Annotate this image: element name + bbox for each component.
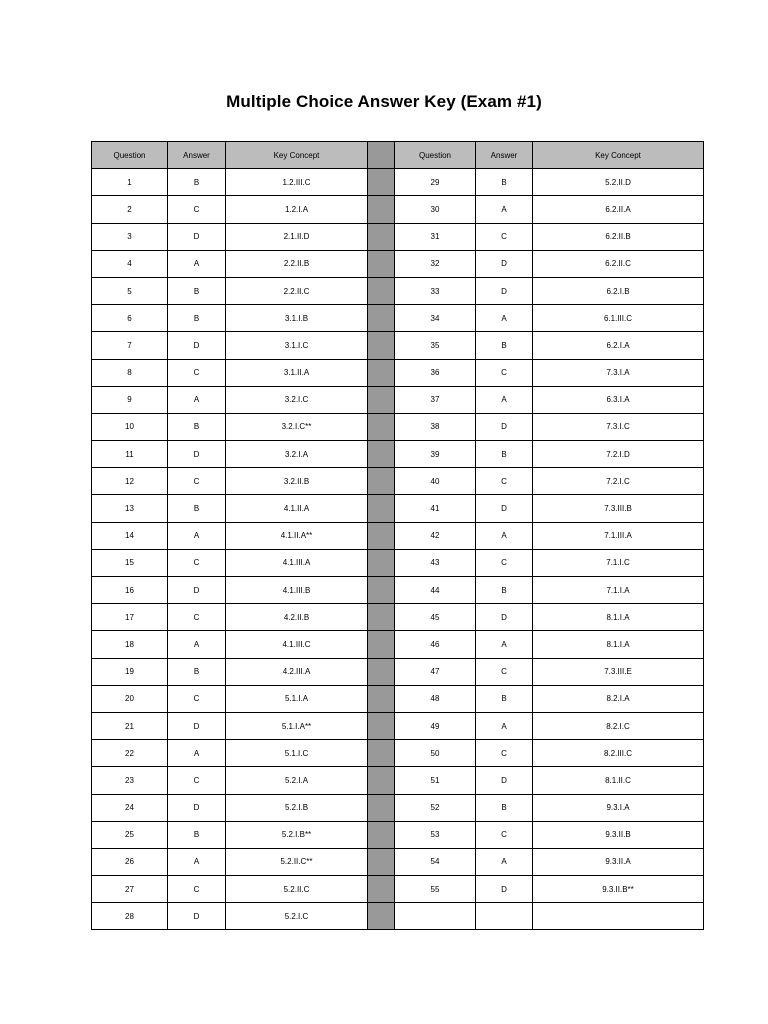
separator-cell [368,468,395,495]
table-row [92,740,704,767]
table-row [92,848,704,875]
table-row [92,631,704,658]
question-cell: 31 [395,223,476,250]
answer-cell: D [168,441,226,468]
question-cell: 20 [92,685,168,712]
key-concept-cell: 8.2.I.C [533,712,704,739]
key-concept-cell: 4.1.II.A** [226,522,368,549]
question-cell: 40 [395,468,476,495]
question-cell: 3 [92,223,168,250]
question-cell: 34 [395,305,476,332]
key-concept-cell: 5.1.I.A** [226,712,368,739]
separator-cell [368,522,395,549]
key-concept-cell: 2.2.II.C [226,277,368,304]
key-concept-cell: 5.2.II.C** [226,848,368,875]
column-separator [368,142,395,169]
table-row [92,277,704,304]
answer-cell: C [168,549,226,576]
answer-cell: D [476,495,533,522]
answer-cell: B [168,413,226,440]
separator-cell [368,305,395,332]
answer-cell: B [476,169,533,196]
table-row [92,821,704,848]
separator-cell [368,549,395,576]
key-concept-cell: 7.3.I.C [533,413,704,440]
table-row [92,196,704,223]
question-cell: 32 [395,250,476,277]
answer-cell: D [476,250,533,277]
answer-cell: B [168,169,226,196]
key-concept-cell: 4.2.III.A [226,658,368,685]
question-cell: 30 [395,196,476,223]
key-concept-cell: 3.2.I.A [226,441,368,468]
separator-cell [368,196,395,223]
answer-cell: D [476,413,533,440]
key-concept-cell: 7.1.I.A [533,577,704,604]
question-cell: 41 [395,495,476,522]
separator-cell [368,495,395,522]
table-row [92,250,704,277]
question-cell: 15 [92,549,168,576]
table-body [92,169,704,930]
header-question-left: Question [92,142,168,169]
question-cell: 12 [92,468,168,495]
question-cell: 37 [395,386,476,413]
table-row [92,386,704,413]
question-cell: 19 [92,658,168,685]
table-row [92,332,704,359]
question-cell: 55 [395,876,476,903]
question-cell: 9 [92,386,168,413]
separator-cell [368,359,395,386]
answer-cell: C [476,468,533,495]
question-cell: 48 [395,685,476,712]
answer-cell: B [476,794,533,821]
answer-cell: D [168,577,226,604]
separator-cell [368,903,395,930]
question-cell: 45 [395,604,476,631]
key-concept-cell: 9.3.II.A [533,848,704,875]
table-row [92,495,704,522]
answer-cell: D [168,903,226,930]
question-cell: 13 [92,495,168,522]
separator-cell [368,794,395,821]
separator-cell [368,277,395,304]
question-cell: 28 [92,903,168,930]
answer-cell: B [168,658,226,685]
question-cell: 24 [92,794,168,821]
table-row [92,712,704,739]
separator-cell [368,767,395,794]
key-concept-cell: 6.3.I.A [533,386,704,413]
separator-cell [368,169,395,196]
answer-cell: A [168,740,226,767]
answer-cell: D [476,277,533,304]
separator-cell [368,821,395,848]
answer-cell: A [168,848,226,875]
key-concept-cell: 8.1.I.A [533,631,704,658]
question-cell [395,903,476,930]
key-concept-cell: 4.1.III.B [226,577,368,604]
question-cell: 39 [395,441,476,468]
question-cell: 6 [92,305,168,332]
question-cell: 46 [395,631,476,658]
key-concept-cell: 1.2.I.A [226,196,368,223]
question-cell: 44 [395,577,476,604]
header-concept-right: Key Concept [533,142,704,169]
key-concept-cell: 4.1.III.A [226,549,368,576]
separator-cell [368,848,395,875]
question-cell: 4 [92,250,168,277]
answer-cell: C [168,604,226,631]
question-cell: 25 [92,821,168,848]
answer-cell: B [476,332,533,359]
answer-cell: B [476,577,533,604]
answer-cell: D [168,332,226,359]
separator-cell [368,386,395,413]
question-cell: 11 [92,441,168,468]
key-concept-cell: 5.2.I.B [226,794,368,821]
question-cell: 14 [92,522,168,549]
key-concept-cell: 7.1.III.A [533,522,704,549]
question-cell: 29 [395,169,476,196]
header-answer-right: Answer [476,142,533,169]
answer-cell: D [168,223,226,250]
separator-cell [368,712,395,739]
answer-cell: B [168,305,226,332]
table-row [92,604,704,631]
table-row [92,522,704,549]
question-cell: 33 [395,277,476,304]
answer-cell: B [476,441,533,468]
question-cell: 26 [92,848,168,875]
table-row [92,685,704,712]
answer-cell: C [168,196,226,223]
key-concept-cell: 6.2.II.B [533,223,704,250]
key-concept-cell: 7.3.I.A [533,359,704,386]
key-concept-cell: 8.1.II.C [533,767,704,794]
separator-cell [368,250,395,277]
key-concept-cell: 7.2.I.D [533,441,704,468]
separator-cell [368,604,395,631]
table-row [92,658,704,685]
question-cell: 52 [395,794,476,821]
answer-cell: C [168,876,226,903]
question-cell: 7 [92,332,168,359]
separator-cell [368,740,395,767]
table-row [92,794,704,821]
answer-cell: A [168,522,226,549]
answer-cell: A [476,522,533,549]
table-row [92,876,704,903]
answer-cell: B [168,495,226,522]
answer-cell: B [476,685,533,712]
key-concept-cell: 5.2.I.C [226,903,368,930]
separator-cell [368,332,395,359]
answer-cell: C [476,740,533,767]
question-cell: 10 [92,413,168,440]
separator-cell [368,413,395,440]
key-concept-cell: 5.1.I.C [226,740,368,767]
answer-cell: C [476,821,533,848]
separator-cell [368,577,395,604]
question-cell: 27 [92,876,168,903]
key-concept-cell: 9.3.II.B** [533,876,704,903]
answer-cell [476,903,533,930]
separator-cell [368,685,395,712]
table-header-row [92,142,704,169]
header-concept-left: Key Concept [226,142,368,169]
separator-cell [368,658,395,685]
answer-cell: C [168,468,226,495]
key-concept-cell: 3.1.II.A [226,359,368,386]
answer-cell: C [168,359,226,386]
key-concept-cell: 6.2.I.B [533,277,704,304]
key-concept-cell: 5.2.II.C [226,876,368,903]
key-concept-cell: 5.1.I.A [226,685,368,712]
key-concept-cell: 8.2.III.C [533,740,704,767]
question-cell: 36 [395,359,476,386]
question-cell: 49 [395,712,476,739]
answer-cell: D [476,876,533,903]
key-concept-cell: 3.1.I.B [226,305,368,332]
question-cell: 50 [395,740,476,767]
answer-cell: D [476,767,533,794]
key-concept-cell: 6.2.II.C [533,250,704,277]
key-concept-cell: 4.1.II.A [226,495,368,522]
answer-cell: A [476,305,533,332]
key-concept-cell: 6.2.I.A [533,332,704,359]
question-cell: 16 [92,577,168,604]
answer-cell: C [168,767,226,794]
answer-key-table [91,141,704,930]
key-concept-cell [533,903,704,930]
key-concept-cell: 5.2.II.D [533,169,704,196]
question-cell: 8 [92,359,168,386]
answer-cell: D [168,794,226,821]
page-title: Multiple Choice Answer Key (Exam #1) [226,92,542,111]
answer-cell: C [476,658,533,685]
answer-cell: B [168,821,226,848]
answer-cell: C [476,359,533,386]
answer-cell: A [476,848,533,875]
question-cell: 22 [92,740,168,767]
question-cell: 43 [395,549,476,576]
table-row [92,413,704,440]
key-concept-cell: 3.1.I.C [226,332,368,359]
answer-cell: A [168,386,226,413]
question-cell: 5 [92,277,168,304]
table-row [92,305,704,332]
key-concept-cell: 4.2.II.B [226,604,368,631]
key-concept-cell: 5.2.I.B** [226,821,368,848]
question-cell: 23 [92,767,168,794]
answer-cell: D [168,712,226,739]
key-concept-cell: 2.1.II.D [226,223,368,250]
answer-cell: B [168,277,226,304]
answer-cell: A [476,196,533,223]
answer-cell: C [476,549,533,576]
answer-cell: C [168,685,226,712]
answer-cell: D [476,604,533,631]
answer-cell: A [476,631,533,658]
question-cell: 21 [92,712,168,739]
separator-cell [368,876,395,903]
answer-cell: A [476,386,533,413]
key-concept-cell: 5.2.I.A [226,767,368,794]
key-concept-cell: 7.2.I.C [533,468,704,495]
table-row [92,549,704,576]
key-concept-cell: 7.1.I.C [533,549,704,576]
key-concept-cell: 1.2.III.C [226,169,368,196]
table-row [92,359,704,386]
table-row [92,441,704,468]
question-cell: 2 [92,196,168,223]
table-row [92,903,704,930]
separator-cell [368,441,395,468]
question-cell: 35 [395,332,476,359]
table-row [92,223,704,250]
table-row [92,468,704,495]
key-concept-cell: 6.1.III.C [533,305,704,332]
key-concept-cell: 8.1.I.A [533,604,704,631]
key-concept-cell: 7.3.III.B [533,495,704,522]
separator-cell [368,631,395,658]
header-question-right: Question [395,142,476,169]
question-cell: 18 [92,631,168,658]
key-concept-cell: 6.2.II.A [533,196,704,223]
answer-cell: A [168,631,226,658]
key-concept-cell: 3.2.II.B [226,468,368,495]
question-cell: 47 [395,658,476,685]
question-cell: 1 [92,169,168,196]
question-cell: 53 [395,821,476,848]
answer-cell: C [476,223,533,250]
key-concept-cell: 7.3.III.E [533,658,704,685]
header-answer-left: Answer [168,142,226,169]
key-concept-cell: 3.2.I.C** [226,413,368,440]
key-concept-cell: 4.1.III.C [226,631,368,658]
question-cell: 54 [395,848,476,875]
question-cell: 51 [395,767,476,794]
separator-cell [368,223,395,250]
key-concept-cell: 3.2.I.C [226,386,368,413]
question-cell: 42 [395,522,476,549]
answer-cell: A [476,712,533,739]
answer-cell: A [168,250,226,277]
key-concept-cell: 2.2.II.B [226,250,368,277]
key-concept-cell: 9.3.II.B [533,821,704,848]
key-concept-cell: 9.3.I.A [533,794,704,821]
table-row [92,767,704,794]
table-row [92,577,704,604]
table-row [92,169,704,196]
question-cell: 17 [92,604,168,631]
key-concept-cell: 8.2.I.A [533,685,704,712]
question-cell: 38 [395,413,476,440]
